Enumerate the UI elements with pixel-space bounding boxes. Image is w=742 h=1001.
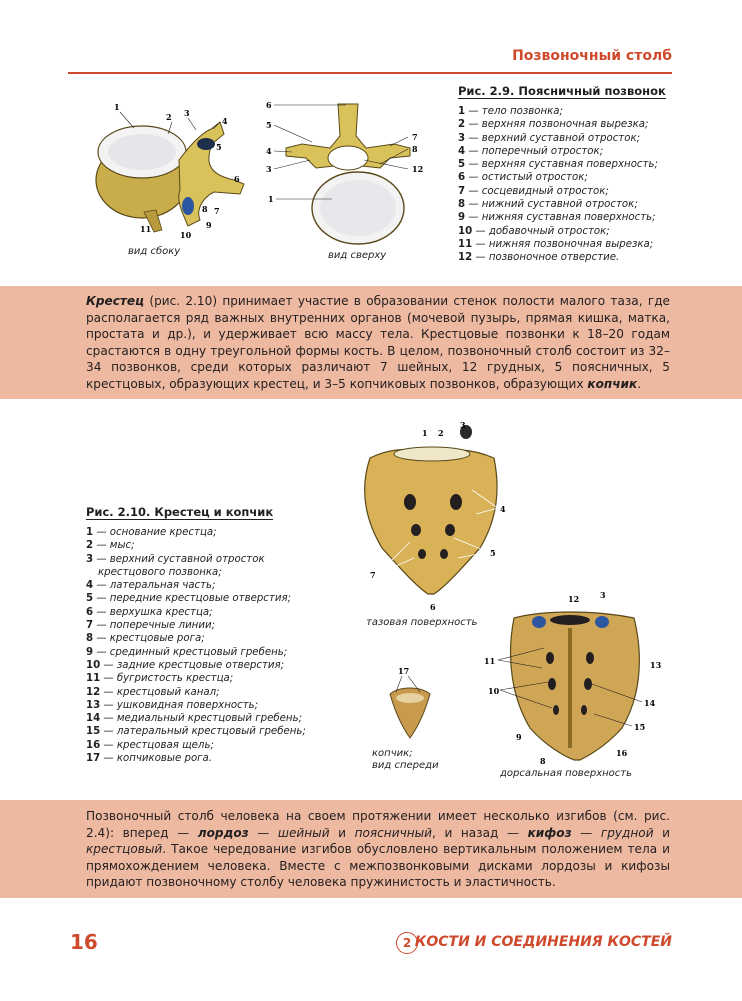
legend-item: 13 — ушковидная поверхность; [86,699,259,711]
sacrum-paragraph-band [0,286,742,399]
legend-item: 12 — крестцовый канал; [86,686,220,698]
top-label-7: 7 [412,132,418,142]
side-label-5: 5 [216,142,222,152]
pelvic-label-1: 1 [422,428,428,438]
chapter-title: КОСТИ И СОЕДИНЕНИЯ КОСТЕЙ [414,934,672,950]
dorsal-label-13: 13 [650,660,662,670]
dorsal-label-10: 10 [488,686,500,696]
top-label-3: 3 [266,164,272,174]
top-label-1: 1 [268,194,274,204]
legend-item: 2 — мыс; [86,540,135,552]
legend-item: 7 — поперечные линии; [86,620,216,632]
header-rule [68,72,672,74]
side-label-10: 10 [180,230,192,240]
legend-item: 11 — бугристость крестца; [86,673,234,685]
caption-top-view: вид сверху [328,250,387,261]
dorsal-label-15: 15 [634,722,646,732]
spine-curves-paragraph-band [0,800,742,898]
side-label-4: 4 [222,116,228,126]
legend-item: 16 — крестцовая щель; [86,739,214,751]
top-label-8: 8 [412,144,418,154]
legend-item: 8 — нижний суставной отросток; [458,199,638,211]
pelvic-label-5: 5 [490,548,496,558]
legend-item: 4 — латеральная часть; [86,580,216,592]
side-label-8: 8 [202,204,208,214]
figure-2-9-legend [458,105,658,265]
side-label-11: 11 [140,224,152,234]
chapter-number-badge: 2 [396,932,418,954]
side-label-7: 7 [214,206,220,216]
pelvic-label-4: 4 [500,504,506,514]
legend-item: 2 — верхняя позвоночная вырезка; [458,119,649,131]
sacrum-dorsal-illustration [484,588,674,768]
side-label-9: 9 [206,220,212,230]
caption-dorsal-surface: дорсальная поверхность [500,768,632,779]
legend-item: 12 — позвоночное отверстие. [458,252,620,264]
legend-item: 7 — сосцевидный отросток; [458,185,609,197]
lumbar-vertebra-top-illustration [262,96,434,256]
dorsal-label-8: 8 [540,756,546,766]
section-title: Позвоночный столб [512,48,672,64]
top-label-5: 5 [266,120,272,130]
pelvic-label-2: 2 [438,428,444,438]
coccyx-illustration [380,664,440,744]
figure-2-10-title: Рис. 2.10. Крестец и копчик [86,505,274,519]
legend-item: 6 — верхушка крестца; [86,606,213,618]
legend-item: 11 — нижняя позвоночная вырезка; [458,238,654,250]
dorsal-label-14: 14 [644,698,656,708]
legend-item: 1 — основание крестца; [86,527,217,538]
legend-item: 10 — добавочный отросток; [458,225,610,237]
legend-item: 14 — медиальный крестцовый гребень; [86,713,303,725]
legend-item: 3 — верхний суставной отросток; [458,132,641,144]
pelvic-label-3: 3 [460,420,466,430]
caption-side-view: вид сбоку [128,246,181,257]
spine-curves-paragraph: Позвоночный столб человека на своем протяжении имеет несколько изгибов (см. рис. 2.4): вперед — лордоз — шейный и поясничный, и назад — кифоз — грудной и крестцовый. Такое чередование изгибов обусловлено вертикальным положением тела и прямохождением человека. Вместе с межпозвонковыми дисками лордозы и кифозы придают позвоночному столбу человека пружинистость и эластичность. [86,809,670,890]
legend-item: 8 — крестцовые рога; [86,633,205,645]
page-number: 16 [70,930,98,954]
legend-item: 3 — верхний суставной отросток [86,553,265,565]
legend-item: 5 — верхняя суставная поверхность; [458,159,658,171]
legend-item: 10 — задние крестцовые отверстия; [86,659,285,671]
top-label-12: 12 [412,164,424,174]
sacrum-paragraph: Крестец (рис. 2.10) принимает участие в образовании стенок полости малого таза, где располагается ряд важных внутренних органов (мочевой пузырь, прямая кишка, матка, простата и др.), и удерживает всю массу тела. Крестцовые позвонки к 18–20 годам срастаются в одну треугольной формы кость. В целом, позвоночный столб состоит из 32–34 позвонков, среди которых различают 7 шейных, 12 грудных, 5 поясничных, 5 крестцовых, образующих крестец, и 3–5 копчиковых позвонков, образующих копчик. [86,294,670,391]
top-label-6: 6 [266,100,272,110]
legend-item: 1 — тело позвонка; [458,106,563,117]
legend-item: 9 — нижняя суставная поверхность; [458,212,656,224]
side-label-6: 6 [234,174,240,184]
dorsal-label-9: 9 [516,732,522,742]
dorsal-label-11: 11 [484,656,496,666]
figure-2-9-title: Рис. 2.9. Поясничный позвонок [458,84,666,98]
caption-pelvic-surface: тазовая поверхность [366,617,478,628]
figure-2-10-legend [86,526,306,765]
side-label-2: 2 [166,112,172,122]
legend-item: 4 — поперечный отросток; [458,145,604,157]
top-label-4: 4 [266,146,272,156]
legend-item: 5 — передние крестцовые отверстия; [86,593,292,605]
legend-item: 9 — срединный крестцовый гребень; [86,646,288,658]
dorsal-label-16: 16 [616,748,628,758]
side-label-1: 1 [114,102,120,112]
dorsal-label-12: 12 [568,594,580,604]
side-label-3: 3 [184,108,190,118]
caption-coccyx: копчик; вид спереди [372,748,439,771]
pelvic-label-7: 7 [370,570,376,580]
dorsal-label-3: 3 [600,590,606,600]
legend-item: 17 — копчиковые рога. [86,753,213,765]
pelvic-label-6: 6 [430,602,436,612]
lumbar-vertebra-side-illustration [84,100,254,260]
coccyx-label-17: 17 [398,666,410,676]
legend-item-continuation: крестцового позвонка; [98,566,222,578]
legend-item: 6 — остистый отросток; [458,172,588,184]
legend-item: 15 — латеральный крестцовый гребень; [86,726,306,738]
